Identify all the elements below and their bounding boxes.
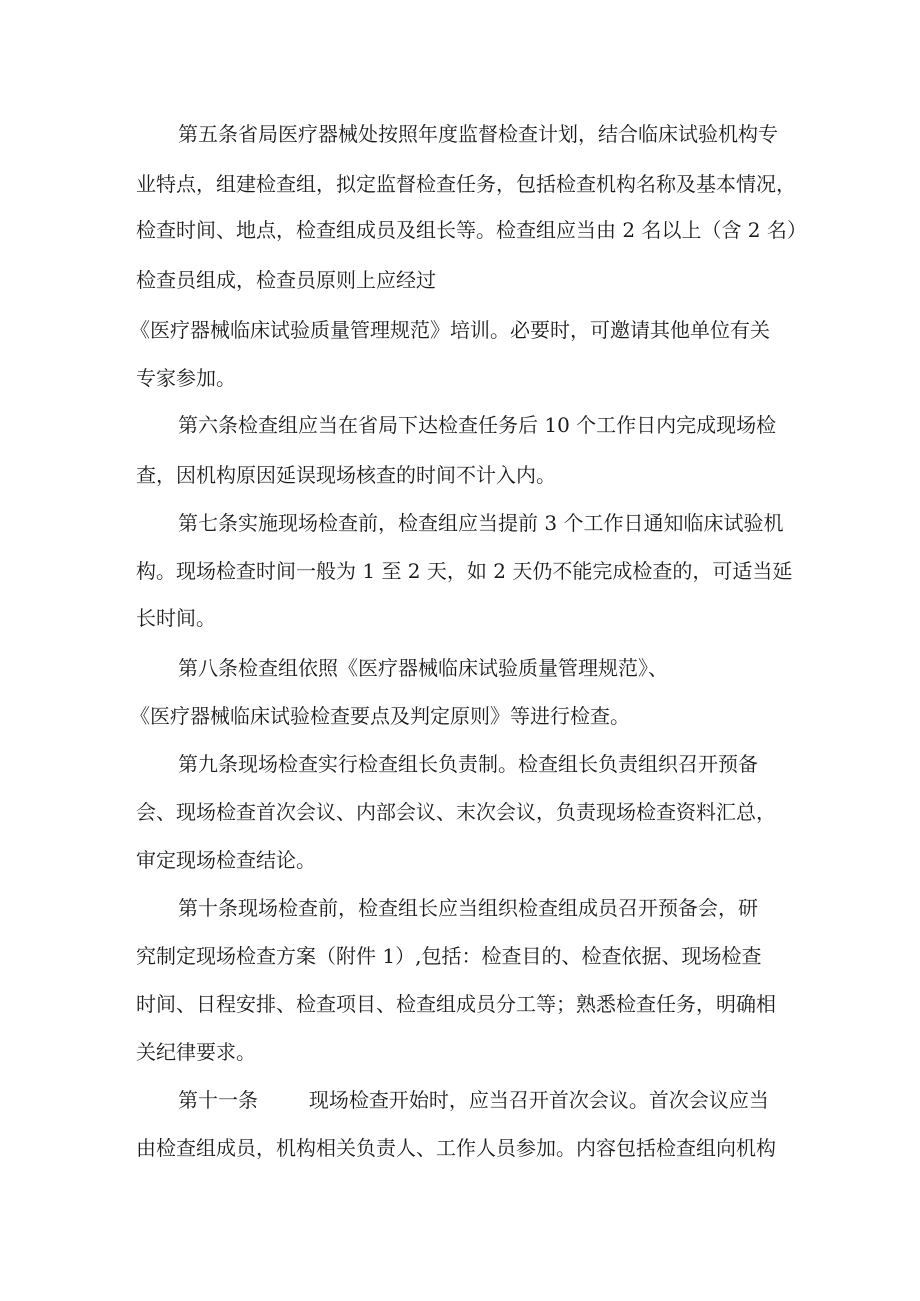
text-line: 第六条检查组应当在省局下达检查任务后 10 个工作日内完成现场检 xyxy=(178,413,777,437)
text-line: 《医疗器械临床试验质量管理规范》培训。必要时，可邀请其他单位有关 xyxy=(130,318,770,342)
text-line: 会、现场检查首次会议、内部会议、末次会议，负责现场检查资料汇总， xyxy=(136,800,776,824)
text-line: 《医疗器械临床试验检查要点及判定原则》等进行检查。 xyxy=(130,704,630,728)
text-line: 由检查组成员，机构相关负责人、工作人员参加。内容包括检查组向机构 xyxy=(136,1136,776,1160)
text-line: 检查员组成，检查员原则上应经过 xyxy=(136,268,436,292)
text-line: 业特点，组建检查组，拟定监督检查任务，包括检查机构名称及基本情况， xyxy=(136,172,796,196)
text-line: 第十条现场检查前，检查组长应当组织检查组成员召开预备会，研 xyxy=(178,896,758,920)
text-line: 第五条省局医疗器械处按照年度监督检查计划，结合临床试验机构专 xyxy=(178,122,778,146)
text-line: 第七条实施现场检查前，检查组应当提前 3 个工作日通知临床试验机 xyxy=(178,511,784,535)
text-line: 审定现场检查结论。 xyxy=(136,848,316,872)
text-line: 构。现场检查时间一般为 1 至 2 天，如 2 天仍不能完成检查的，可适当延 xyxy=(136,559,793,583)
text-line: 长时间。 xyxy=(136,606,216,630)
text-line: 第八条检查组依照《医疗器械临床试验质量管理规范》、 xyxy=(178,656,668,680)
text-line: 第十一条 现场检查开始时，应当召开首次会议。首次会议应当 xyxy=(178,1088,769,1112)
text-line: 第九条现场检查实行检查组长负责制。检查组长负责组织召开预备 xyxy=(178,752,758,776)
text-line: 关纪律要求。 xyxy=(136,1040,256,1064)
text-line: 查，因机构原因延误现场核查的时间不计入内。 xyxy=(136,463,556,487)
text-line: 时间、日程安排、检查项目、检查组成员分工等；熟悉检查任务，明确相 xyxy=(136,992,776,1016)
text-line: 专家参加。 xyxy=(136,366,236,390)
text-line: 检查时间、地点，检查组成员及组长等。检查组应当由 2 名以上（含 2 名） xyxy=(136,218,807,242)
text-line: 究制定现场检查方案（附件 1）,包括：检查目的、检查依据、现场检查 xyxy=(136,944,762,968)
